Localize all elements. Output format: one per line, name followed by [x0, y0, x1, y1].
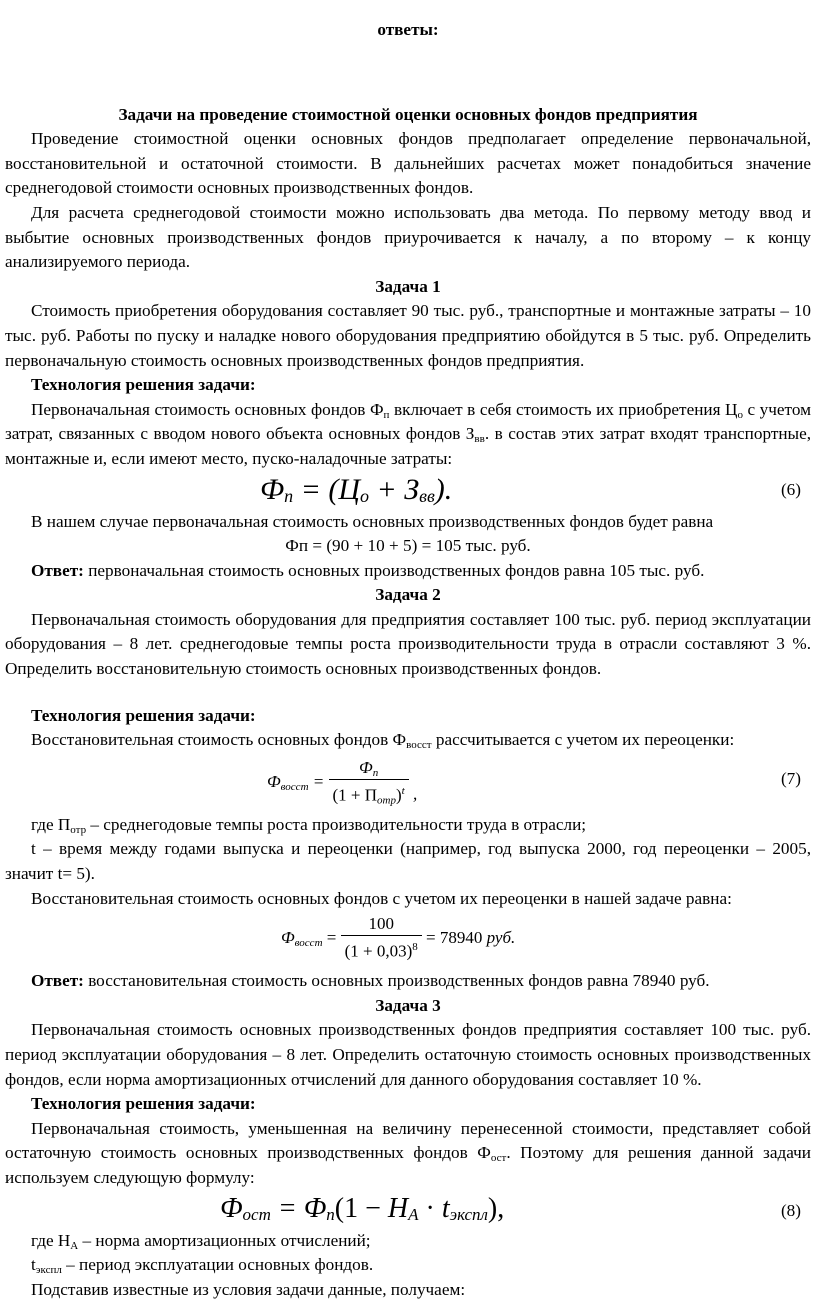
formula-7-number: (7): [780, 768, 801, 788]
section-title: Задачи на проведение стоимостной оценки основных фондов предприятия: [118, 104, 698, 124]
intro-paragraph-1: Проведение стоимостной оценки основных фондов предполагает определение первоначальной, восстановительной и остаточной стоимости. В дальнейших расчетах может понадобиться значение среднегодовой стоимости основных производственных фондов.: [5, 129, 811, 198]
task3-solution: Первоначальная стоимость, уменьшенная на величину перенесенной стоимости, представляет собой остаточную стоимость основных производственных фондов $Ф_{ост}$. Поэтому для решения данной задачи используем следующую формулу:: [5, 1118, 812, 1187]
formula-7-calc: [5, 911, 811, 969]
page-heading: ответы:: [377, 20, 439, 39]
formula-6-number: (6): [780, 479, 801, 499]
task2-text: Первоначальная стоимость оборудования для предприятия составляет 100 тыс. руб. период эксплуатации оборудования – 8 лет. среднегодовые темпы роста производительности труда в отрасли составляют 3 %. Определить восстановительную стоимость основных производственных фондов.: [5, 609, 811, 679]
formula-7-expression: $Ф_{восст}$ = $\frac{Ф_п}{(1 + П_{отр})^t}$ ,: [267, 757, 418, 807]
formula-6: [5, 472, 811, 510]
task1-calculation: Фп = (90 + 10 + 5) = 105 тыс. руб.: [285, 536, 531, 556]
task2-solution: Восстановительная стоимость основных фондов $Ф_{восст}$ рассчитывается с учетом их переоценки:: [31, 730, 735, 752]
task2-where-2: t – время между годами выпуска и переоценки (например, год выпуска 2000, год переоценки – 2005, значит t= 5).: [5, 839, 811, 884]
task1-answer-label: Ответ:: [31, 560, 84, 580]
formula-6-expression: $Ф_п = (Ц_о + З_{вв})$.: [260, 472, 453, 506]
document-page: [5, 18, 811, 1302]
task1-title: Задача 1: [375, 276, 441, 296]
formula-7-calc-expression: $Ф_{восст}$ = $\frac{100}{(1 + 0,03)^8}$ = 78940 руб.: [281, 914, 516, 961]
task1-solution: Первоначальная стоимость основных фондов $Ф_п$ включает в себя стоимость их приобретения $Ц_о$ с учетом затрат, связанных с вводом нового объекта основных фондов $З_{вв}$. в состав этих затрат входят транспортные, монтажные и, если имеют место, пуско-наладочные затраты:: [5, 399, 812, 468]
task3-where-2: $t_{экспл}$ – период эксплуатации основных фондов.: [31, 1255, 374, 1277]
task2-answer: Ответ: восстановительная стоимость основных производственных фондов равна 78940 руб.: [31, 971, 710, 991]
task2-where-1: где $П_{отр}$ – среднегодовые темпы роста производительности труда в отрасли;: [31, 814, 587, 836]
task2-tech-label: Технология решения задачи:: [31, 705, 256, 725]
formula-7: [5, 753, 811, 813]
formula-8-number: (8): [780, 1200, 801, 1220]
intro-paragraph-2: Для расчета среднегодовой стоимости можно использовать два метода. По первому методу ввод и выбытие основных производственных фондов приурочивается к началу, а по второму – к концу анализируемого периода.: [5, 202, 811, 272]
task3-last-line: Подставив известные из условия задачи данные, получаем:: [31, 1279, 466, 1299]
task3-title: Задача 3: [375, 995, 441, 1015]
task2-title: Задача 2: [375, 585, 441, 605]
task3-text: Первоначальная стоимость основных производственных фондов предприятия составляет 100 тыс. руб. период эксплуатации оборудования – 8 лет. Определить остаточную стоимость основных производственных фондов, если норма амортизационных отчислений для данного оборудования составляет 10 %.: [5, 1020, 811, 1089]
task3-tech-label: Технология решения задачи:: [31, 1094, 256, 1114]
task3-where-1: где $Н_А$ – норма амортизационных отчислений;: [31, 1230, 371, 1252]
task1-case-text: В нашем случае первоначальная стоимость основных производственных фондов будет равна: [31, 511, 714, 531]
task2-restate: Восстановительная стоимость основных фондов с учетом их переоценки в нашей задаче равна:: [31, 888, 732, 908]
task1-answer: Ответ: первоначальная стоимость основных производственных фондов равна 105 тыс. руб.: [31, 560, 705, 580]
task1-tech-label: Технология решения задачи:: [31, 375, 256, 395]
task1-text: Стоимость приобретения оборудования составляет 90 тыс. руб., транспортные и монтажные затраты – 10 тыс. руб. Работы по пуску и наладке нового оборудования предприятию обойдутся в 5 тыс. руб. Определить первоначальную стоимость основных производственных фондов предприятия.: [5, 301, 811, 370]
formula-8-expression: $Ф_{ост} = Ф_п(1 - Н_А \cdot t_{экспл})$,: [220, 1192, 505, 1224]
formula-8: [5, 1191, 811, 1229]
task2-answer-label: Ответ:: [31, 971, 84, 991]
